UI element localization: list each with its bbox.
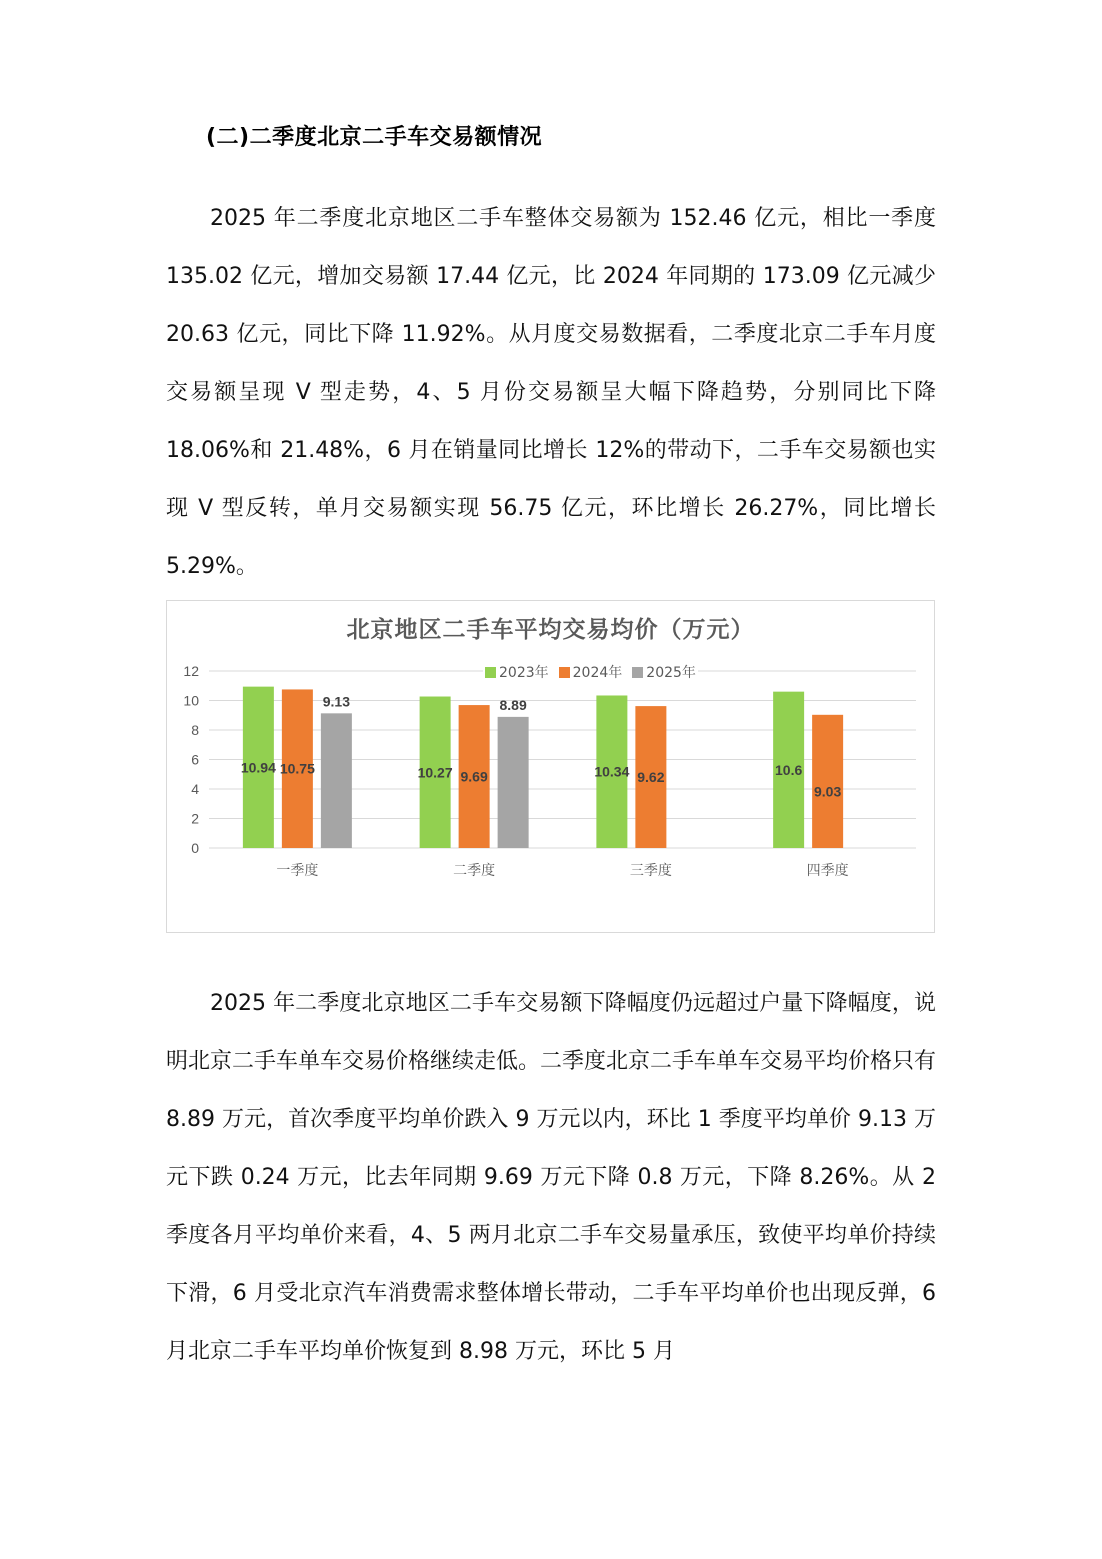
legend-label-2024: 2024年 [572, 665, 623, 681]
y-tick-label: 8 [191, 722, 199, 738]
paragraph-average-price: 2025 年二季度北京地区二手车交易额下降幅度仍远超过户量下降幅度，说明北京二手车单车交易价格继续走低。二季度北京二手车单车交易平均价格只有 8.89 万元，首次季度平均单价跌入 9 万元以内，环比 1 季度平均单价 9.13 万元下跌 0.24 万元，比去年同期 9.69 万元下降 0.8 万元，下降 8.26%。从 2 季度各月平均单价来看，4、5 两月北京二手车交易量承压，致使平均单价持续下滑，6 月受北京汽车消费需求整体增长带动，二手车平均单价也出现反弹，6 月北京二手车平均单价恢复到 8.98 万元，环比 5 月 [166, 991, 937, 1364]
paragraph-transaction-amount: 2025 年二季度北京地区二手车整体交易额为 152.46 亿元，相比一季度 135.02 亿元，增加交易额 17.44 亿元，比 2024 年同期的 173.09 亿元减少 20.63 亿元，同比下降 11.92%。从月度交易数据看，二季度北京二手车月度交易额呈现 V 型走势，4、5 月份交易额呈大幅下降趋势，分别同比下降 18.06%和 21.48%，6 月在销量同比增长 12%的带动下，二手车交易额也实现 V 型反转，单月交易额实现 56.75 亿元，环比增长 26.27%，同比增长 5.29%。 [166, 206, 936, 579]
y-tick-label: 6 [191, 751, 199, 768]
data-label: 10.94 [240, 759, 276, 776]
legend-item-2025 [632, 662, 696, 682]
chart-legend [483, 662, 698, 682]
legend-label-2023: 2023年 [499, 665, 549, 681]
data-label: 9.62 [637, 769, 665, 786]
x-category-label: 三季度 [629, 863, 672, 879]
y-tick-label: 4 [191, 781, 199, 797]
data-label: 8.89 [499, 696, 527, 713]
chart-title: 北京地区二手车平均交易均价（万元） [346, 617, 755, 643]
data-label: 10.34 [594, 763, 630, 780]
bar-2025年-二季度 [498, 717, 529, 848]
bar-2025年-一季度 [321, 713, 352, 848]
data-label: 9.13 [322, 693, 350, 710]
data-label: 10.75 [279, 760, 315, 777]
avg-price-chart [166, 600, 935, 933]
legend-item-2024 [559, 662, 623, 682]
y-tick-label: 10 [183, 692, 199, 709]
section-heading: (二)二季度北京二手车交易额情况 [206, 125, 543, 150]
legend-swatch-2025 [632, 667, 643, 678]
legend-label-2025: 2025年 [646, 665, 696, 681]
x-category-label: 二季度 [453, 863, 496, 879]
legend-swatch-2024 [559, 667, 570, 678]
y-tick-label: 0 [191, 840, 199, 856]
chart-plot [167, 601, 936, 934]
y-tick-label: 2 [191, 810, 199, 827]
legend-item-2023 [485, 662, 549, 682]
data-label: 10.6 [775, 761, 803, 778]
data-label: 9.03 [814, 783, 842, 800]
x-category-label: 一季度 [276, 863, 319, 879]
bar-2024年-四季度 [812, 715, 843, 848]
data-label: 10.27 [417, 764, 453, 781]
x-category-label: 四季度 [806, 863, 849, 879]
data-label: 9.69 [460, 768, 488, 785]
y-tick-label: 12 [183, 663, 199, 679]
legend-swatch-2023 [485, 667, 496, 678]
